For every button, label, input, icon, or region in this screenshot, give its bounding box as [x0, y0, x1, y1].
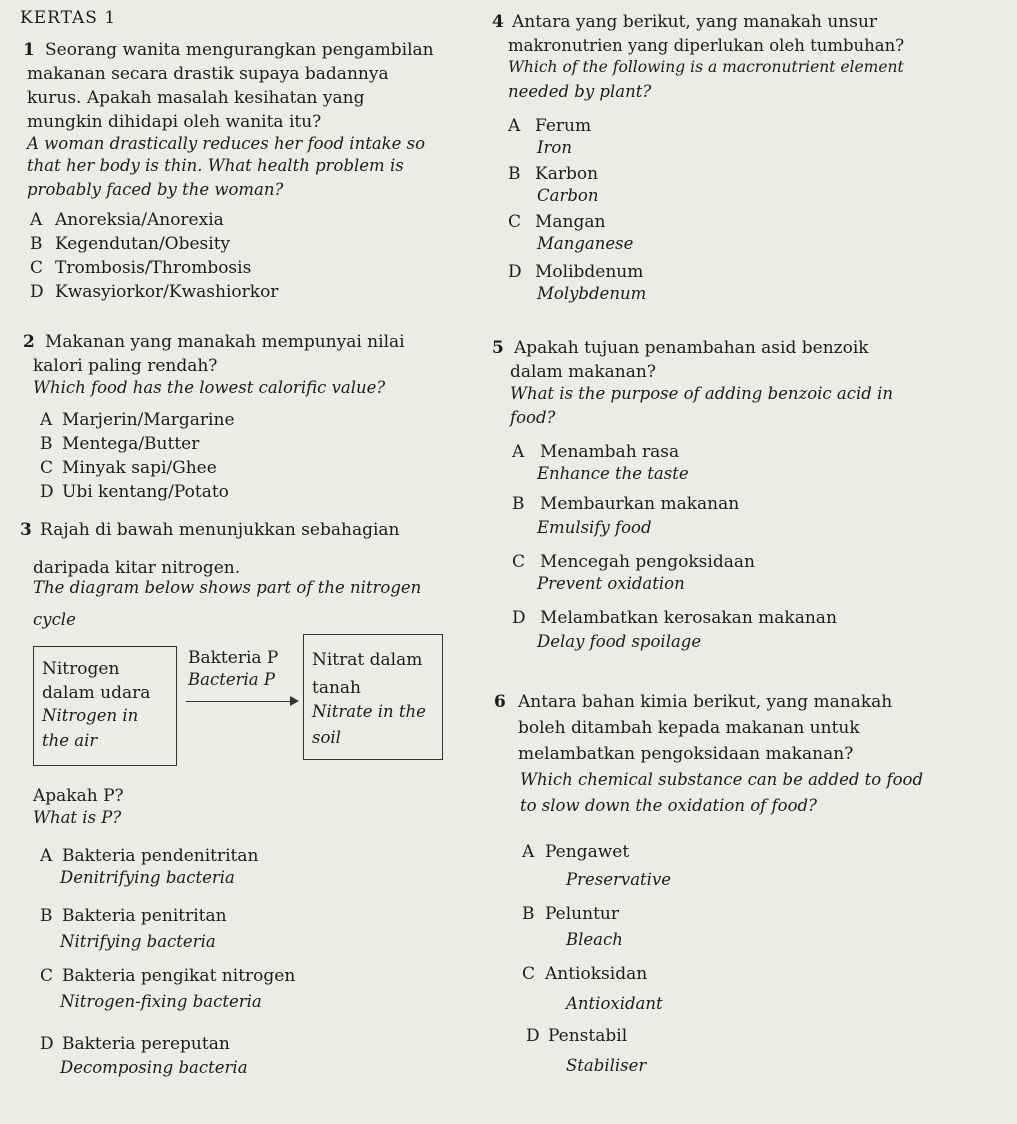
- question-text-ms: kalori paling rendah?: [33, 356, 218, 376]
- question-text-en: to slow down the oxidation of food?: [520, 796, 817, 815]
- question-text-ms: Rajah di bawah menunjukkan sebahagian: [40, 520, 400, 540]
- option-text-en: Denitrifying bacteria: [60, 868, 235, 887]
- option-text-ms: Bakteria pendenitritan: [62, 846, 259, 866]
- option-letter: C: [512, 552, 526, 572]
- diagram-right-label-en: soil: [312, 728, 341, 747]
- diagram-left-label-en: the air: [42, 731, 98, 750]
- option-text: Mentega/Butter: [62, 434, 200, 454]
- question-text-ms: boleh ditambah kepada makanan untuk: [518, 718, 860, 738]
- option-text: Kwasyiorkor/Kwashiorkor: [55, 282, 279, 302]
- option-text-en: Carbon: [537, 186, 599, 205]
- option-letter: B: [40, 906, 53, 926]
- arrow-head-icon: [290, 696, 299, 706]
- question-text-en: The diagram below shows part of the nitrogen: [33, 578, 422, 597]
- question-text-ms: makronutrien yang diperlukan oleh tumbuhan?: [508, 36, 905, 55]
- question-text-ms: daripada kitar nitrogen.: [33, 558, 241, 578]
- option-text: Minyak sapi/Ghee: [62, 458, 217, 478]
- option-text-en: Nitrogen-fixing bacteria: [60, 992, 262, 1011]
- option-letter: A: [508, 116, 521, 136]
- sub-question-ms: Apakah P?: [33, 786, 124, 806]
- option-text-en: Enhance the taste: [537, 464, 689, 483]
- question-text-ms: dalam makanan?: [510, 362, 656, 382]
- question-text-ms: Apakah tujuan penambahan asid benzoik: [514, 338, 869, 358]
- option-text-ms: Mangan: [535, 212, 606, 232]
- option-letter: C: [40, 966, 54, 986]
- option-text-en: Molybdenum: [537, 284, 647, 303]
- question-text-ms: kurus. Apakah masalah kesihatan yang: [27, 88, 365, 108]
- sub-question-en: What is P?: [33, 808, 122, 827]
- option-letter: A: [512, 442, 525, 462]
- question-text-ms: mungkin dihidapi oleh wanita itu?: [27, 112, 322, 132]
- question-text-ms: Antara bahan kimia berikut, yang manakah: [518, 692, 893, 712]
- option-letter: C: [508, 212, 522, 232]
- diagram-left-label: dalam udara: [42, 683, 151, 703]
- option-text-en: Iron: [537, 138, 572, 157]
- option-text-ms: Bakteria penitritan: [62, 906, 227, 926]
- option-text-ms: Mencegah pengoksidaan: [540, 552, 755, 572]
- option-text-en: Decomposing bacteria: [60, 1058, 248, 1077]
- diagram-left-label: Nitrogen: [42, 659, 120, 679]
- option-letter: C: [30, 258, 44, 278]
- option-text-ms: Membaurkan makanan: [540, 494, 740, 514]
- diagram-right-label: Nitrat dalam: [312, 650, 423, 670]
- diagram-left-label-en: Nitrogen in: [42, 706, 139, 725]
- question-text-en: food?: [510, 408, 556, 427]
- option-text-en: Bleach: [566, 930, 623, 949]
- arrow-label-en: Bacteria P: [188, 670, 275, 689]
- option-text-en: Preservative: [566, 870, 672, 889]
- option-text-ms: Ferum: [535, 116, 592, 136]
- option-text: Anoreksia/Anorexia: [55, 210, 224, 230]
- option-text-en: Nitrifying bacteria: [60, 932, 216, 951]
- option-text-ms: Peluntur: [545, 904, 619, 924]
- paper-header: KERTAS 1: [20, 8, 117, 28]
- question-text-en: Which of the following is a macronutrient element: [508, 58, 904, 76]
- question-text-en: probably faced by the woman?: [27, 180, 284, 199]
- option-letter: D: [508, 262, 522, 282]
- option-text-en: Antioxidant: [566, 994, 663, 1013]
- option-letter: C: [40, 458, 54, 478]
- option-letter: A: [40, 846, 53, 866]
- option-text-en: Emulsify food: [537, 518, 652, 537]
- option-text-ms: Karbon: [535, 164, 599, 184]
- option-text-en: Delay food spoilage: [537, 632, 702, 651]
- option-text: Marjerin/Margarine: [62, 410, 235, 430]
- question-text-ms: melambatkan pengoksidaan makanan?: [518, 744, 854, 764]
- option-letter: C: [522, 964, 536, 984]
- option-letter: A: [522, 842, 535, 862]
- option-text-ms: Bakteria pereputan: [62, 1034, 230, 1054]
- question-number: 2: [23, 332, 35, 352]
- option-letter: A: [40, 410, 53, 430]
- option-text-ms: Penstabil: [548, 1026, 628, 1046]
- question-number: 1: [23, 40, 35, 60]
- option-letter: B: [508, 164, 521, 184]
- arrow-line: [186, 701, 292, 702]
- option-text-ms: Bakteria pengikat nitrogen: [62, 966, 296, 986]
- option-text-en: Manganese: [537, 234, 634, 253]
- option-letter: D: [40, 1034, 54, 1054]
- question-text-en: Which chemical substance can be added to food: [520, 770, 924, 789]
- option-text: Ubi kentang/Potato: [62, 482, 229, 502]
- question-text-en: A woman drastically reduces her food intake so: [27, 134, 426, 153]
- question-text-en: What is the purpose of adding benzoic acid in: [510, 384, 893, 403]
- option-text-ms: Pengawet: [545, 842, 630, 862]
- option-text-en: Prevent oxidation: [537, 574, 685, 593]
- option-text-en: Stabiliser: [566, 1056, 647, 1075]
- option-letter: D: [40, 482, 54, 502]
- option-letter: B: [512, 494, 525, 514]
- question-number: 6: [494, 692, 506, 712]
- option-text-ms: Menambah rasa: [540, 442, 680, 462]
- question-text-en: Which food has the lowest calorific value?: [33, 378, 386, 397]
- option-letter: D: [526, 1026, 540, 1046]
- question-text-en: that her body is thin. What health problem is: [27, 156, 404, 175]
- option-text-ms: Melambatkan kerosakan makanan: [540, 608, 837, 628]
- option-text: Trombosis/Thrombosis: [55, 258, 252, 278]
- question-number: 5: [492, 338, 504, 358]
- question-text-ms: Antara yang berikut, yang manakah unsur: [512, 12, 878, 32]
- option-text: Kegendutan/Obesity: [55, 234, 231, 254]
- option-letter: D: [30, 282, 44, 302]
- option-text-ms: Molibdenum: [535, 262, 644, 282]
- question-text-ms: makanan secara drastik supaya badannya: [27, 64, 389, 84]
- question-text-ms: Seorang wanita mengurangkan pengambilan: [45, 40, 434, 60]
- option-text-ms: Antioksidan: [545, 964, 648, 984]
- option-letter: B: [30, 234, 43, 254]
- question-text-ms: Makanan yang manakah mempunyai nilai: [45, 332, 405, 352]
- option-letter: B: [40, 434, 53, 454]
- option-letter: A: [30, 210, 43, 230]
- arrow-label: Bakteria P: [188, 648, 279, 668]
- diagram-right-label-en: Nitrate in the: [312, 702, 426, 721]
- question-number: 4: [492, 12, 504, 32]
- question-text-en: cycle: [33, 610, 76, 629]
- option-letter: B: [522, 904, 535, 924]
- question-text-en: needed by plant?: [508, 82, 652, 101]
- question-number: 3: [20, 520, 32, 540]
- diagram-right-label: tanah: [312, 678, 361, 698]
- option-letter: D: [512, 608, 526, 628]
